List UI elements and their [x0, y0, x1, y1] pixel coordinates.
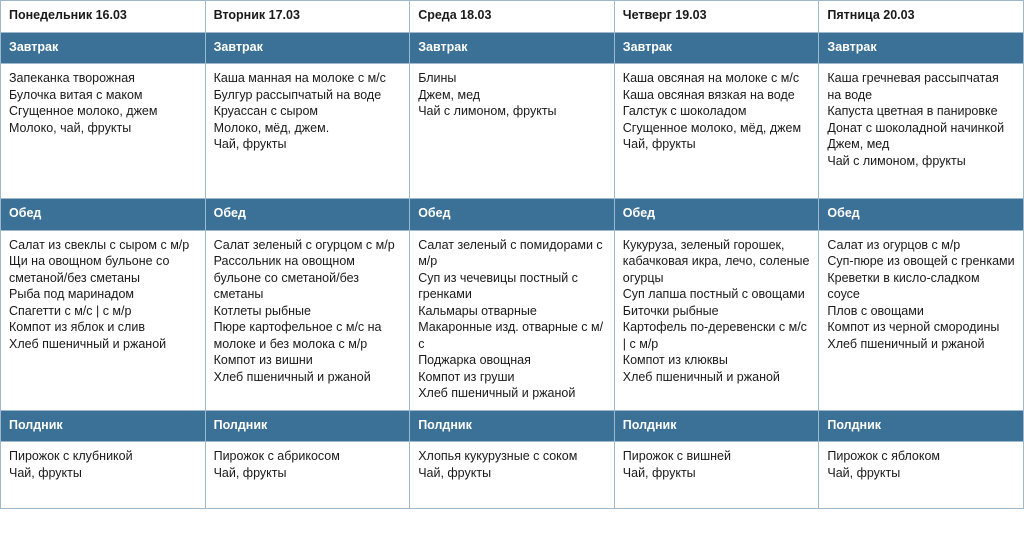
dish-cell-lunch-monday — [1, 230, 206, 410]
dish-item: Чай, фрукты — [9, 465, 82, 480]
dish-item: Рыба под маринадом — [9, 287, 135, 301]
meal-label-lunch-wednesday: Обед — [410, 199, 615, 231]
dish-item: Джем, мед — [418, 87, 481, 102]
dish-item: Рассольник на овощном бульоне со сметаной/без сметаны — [213, 254, 363, 301]
dish-cell-breakfast-monday — [1, 64, 206, 199]
dish-item: Компот из яблок и слив — [9, 320, 145, 334]
day-header-monday: Понедельник 16.03 — [1, 1, 206, 33]
dish-item: Капуста цветная в панировке — [827, 104, 998, 118]
dish-item: Щи на овощном бульоне со сметаной/без сметаны — [9, 254, 173, 285]
dish-item: Компот из груши — [418, 369, 515, 384]
dish-item: Компот из клюквы — [622, 353, 728, 367]
dish-cell-snack-tuesday — [205, 442, 410, 509]
dish-list — [623, 237, 811, 386]
meal-label-breakfast-monday: Завтрак — [1, 32, 206, 64]
dish-list — [214, 448, 402, 481]
day-header-thursday: Четверг 19.03 — [614, 1, 819, 33]
dish-item: Спагетти с м/с | с м/р — [9, 303, 132, 318]
meal-label-lunch-friday: Обед — [819, 199, 1024, 231]
dish-item: Сгущенное молоко, мёд, джем — [622, 120, 802, 135]
dish-item: Картофель по-деревенски с м/с | с м/р — [622, 320, 811, 351]
dish-cell-breakfast-tuesday — [205, 64, 410, 199]
dish-list — [418, 237, 606, 402]
dish-item: Чай, фрукты — [827, 465, 901, 480]
dish-item: Пирожок с абрикосом — [213, 449, 340, 463]
meal-header-row-breakfast — [1, 32, 1024, 64]
dish-item: Котлеты рыбные — [213, 303, 311, 318]
dish-cell-snack-thursday — [614, 442, 819, 509]
meal-label-snack-thursday: Полдник — [614, 410, 819, 442]
dish-cell-breakfast-wednesday — [410, 64, 615, 199]
meal-body-row-breakfast — [1, 64, 1024, 199]
dish-list — [418, 448, 606, 481]
dish-item: Пирожок с вишней — [622, 449, 731, 463]
meal-body-row-snack — [1, 442, 1024, 509]
dish-item: Чай, фрукты — [213, 137, 287, 151]
dish-item: Каша гречневая рассыпчатая на воде — [827, 71, 1003, 102]
dish-item: Суп-пюре из овощей с гренками — [827, 254, 1015, 268]
dish-item: Чай с лимоном, фрукты — [827, 153, 966, 168]
dish-item: Пирожок с яблоком — [827, 449, 940, 463]
dish-item: Салат зеленый с огурцом с м/р — [213, 237, 395, 252]
meal-label-snack-wednesday: Полдник — [410, 410, 615, 442]
day-header-tuesday: Вторник 17.03 — [205, 1, 410, 33]
dish-list — [214, 70, 402, 153]
dish-item: Салат зеленый с помидорами с м/р — [418, 237, 607, 268]
meal-label-lunch-monday: Обед — [1, 199, 206, 231]
dish-list — [418, 70, 606, 120]
meal-label-lunch-tuesday: Обед — [205, 199, 410, 231]
dish-item: Поджарка овощная — [418, 353, 531, 367]
dish-item: Каша овсяная вязкая на воде — [622, 87, 795, 102]
dish-item: Хлеб пшеничный и ржаной — [213, 369, 371, 384]
dish-item: Компот из черной смородины — [827, 320, 1000, 334]
dish-list — [214, 237, 402, 386]
day-header-friday: Пятница 20.03 — [819, 1, 1024, 33]
meal-label-breakfast-wednesday: Завтрак — [410, 32, 615, 64]
dish-item: Салат из свеклы с сыром с м/р — [9, 237, 190, 252]
dish-item: Суп из чечевицы постный с гренками — [418, 270, 582, 301]
dish-item: Чай, фрукты — [213, 465, 287, 480]
dish-item: Запеканка творожная — [9, 71, 135, 85]
meal-label-breakfast-thursday: Завтрак — [614, 32, 819, 64]
dish-cell-lunch-friday — [819, 230, 1024, 410]
meal-label-snack-monday: Полдник — [1, 410, 206, 442]
dish-cell-lunch-wednesday — [410, 230, 615, 410]
dish-item: Кукуруза, зеленый горошек, кабачковая икра, лечо, соленые огурцы — [622, 237, 813, 285]
meal-label-breakfast-friday: Завтрак — [819, 32, 1024, 64]
dish-item: Плов с овощами — [827, 303, 924, 318]
dish-item: Донат с шоколадной начинкой — [827, 120, 1005, 135]
dish-item: Пюре картофельное с м/с на молоке и без молока с м/р — [213, 320, 385, 351]
dish-list — [827, 448, 1015, 481]
dish-list — [9, 70, 197, 136]
dish-item: Макаронные изд. отварные с м/с — [418, 320, 604, 351]
meal-label-snack-tuesday: Полдник — [205, 410, 410, 442]
dish-item: Чай, фрукты — [418, 465, 492, 480]
dish-item: Каша манная на молоке с м/с — [213, 71, 386, 85]
dish-item: Кальмары отварные — [418, 303, 537, 318]
dish-cell-snack-friday — [819, 442, 1024, 509]
dish-item: Сгущенное молоко, джем — [9, 104, 158, 118]
meal-header-row-lunch — [1, 199, 1024, 231]
dish-item: Чай с лимоном, фрукты — [418, 104, 557, 118]
dish-item: Хлеб пшеничный и ржаной — [622, 369, 780, 384]
day-header-wednesday: Среда 18.03 — [410, 1, 615, 33]
dish-item: Джем, мед — [827, 137, 890, 151]
dish-item: Суп лапша постный с овощами — [622, 287, 805, 301]
dish-list — [827, 70, 1015, 169]
meal-body-row-lunch — [1, 230, 1024, 410]
dish-cell-snack-monday — [1, 442, 206, 509]
dish-cell-snack-wednesday — [410, 442, 615, 509]
dish-cell-breakfast-thursday — [614, 64, 819, 199]
day-header-row — [1, 1, 1024, 33]
dish-list — [623, 448, 811, 481]
dish-cell-lunch-tuesday — [205, 230, 410, 410]
dish-item: Круассан с сыром — [213, 104, 319, 118]
dish-item: Компот из вишни — [213, 353, 313, 367]
dish-cell-lunch-thursday — [614, 230, 819, 410]
dish-item: Булочка витая с маком — [9, 87, 143, 102]
dish-item: Пирожок с клубникой — [9, 449, 133, 463]
dish-item: Молоко, чай, фрукты — [9, 120, 132, 135]
menu-table-body — [1, 1, 1024, 509]
dish-list — [9, 237, 197, 353]
dish-item: Галстук с шоколадом — [622, 104, 747, 118]
dish-item: Блины — [418, 71, 457, 85]
dish-item: Хлеб пшеничный и ржаной — [418, 386, 576, 400]
dish-item: Биточки рыбные — [622, 303, 719, 318]
dish-item: Креветки в кисло-сладком соусе — [827, 270, 984, 301]
meal-header-row-snack — [1, 410, 1024, 442]
dish-cell-breakfast-friday — [819, 64, 1024, 199]
dish-list — [827, 237, 1015, 353]
dish-item: Чай, фрукты — [622, 465, 696, 480]
dish-item: Каша овсяная на молоке с м/с — [622, 71, 800, 85]
dish-item: Хлопья кукурузные с соком — [418, 449, 578, 463]
dish-item: Молоко, мёд, джем. — [213, 120, 330, 135]
dish-item: Салат из огурцов с м/р — [827, 237, 961, 252]
meal-label-lunch-thursday: Обед — [614, 199, 819, 231]
dish-item: Хлеб пшеничный и ржаной — [827, 336, 985, 351]
dish-item: Булгур рассыпчатый на воде — [213, 87, 382, 102]
dish-item: Хлеб пшеничный и ржаной — [9, 336, 167, 351]
dish-item: Чай, фрукты — [622, 137, 696, 151]
dish-list — [623, 70, 811, 153]
meal-label-snack-friday: Полдник — [819, 410, 1024, 442]
dish-list — [9, 448, 197, 481]
meal-label-breakfast-tuesday: Завтрак — [205, 32, 410, 64]
